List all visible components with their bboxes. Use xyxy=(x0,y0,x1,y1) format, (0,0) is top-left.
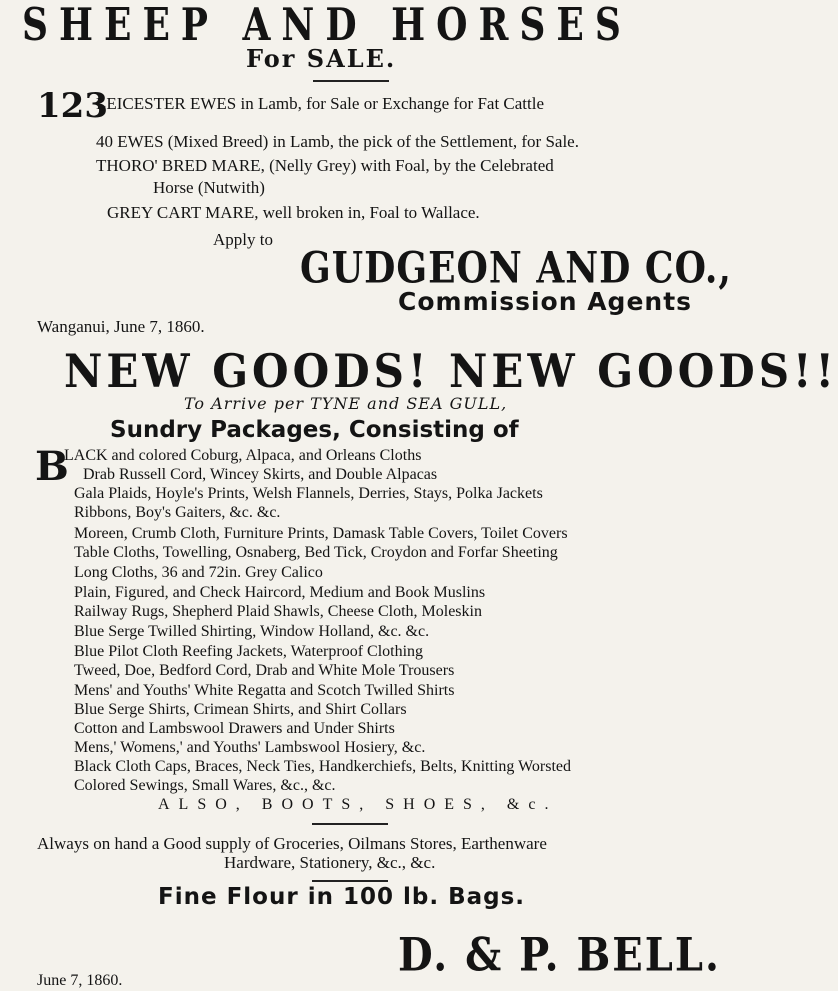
goods-line: Plain, Figured, and Check Haircord, Medium and Book Muslins xyxy=(74,584,486,601)
goods-line: Mens,' Womens,' and Youths' Lambswool Hosiery, &c. xyxy=(74,739,426,756)
ad2-drop-cap: B xyxy=(35,443,69,490)
goods-line: Mens' and Youths' White Regatta and Scotch Twilled Shirts xyxy=(74,682,455,699)
goods-line: Black Cloth Caps, Braces, Neck Ties, Handkerchiefs, Belts, Knitting Worsted xyxy=(74,758,572,775)
goods-line: LACK and colored Coburg, Alpaca, and Orleans Cloths xyxy=(64,447,422,464)
ad2-also: ALSO, BOOTS, SHOES, &c. xyxy=(158,796,558,813)
goods-line: Moreen, Crumb Cloth, Furniture Prints, Damask Table Covers, Toilet Covers xyxy=(74,525,568,542)
ad1-advertiser-role: Commission Agents xyxy=(398,287,693,316)
ad1-item-3-cont: Horse (Nutwith) xyxy=(153,178,265,197)
ad1-apply-to: Apply to xyxy=(213,230,273,249)
ad2-always-line-2: Hardware, Stationery, &c., &c. xyxy=(224,853,436,872)
ad2-rule-2 xyxy=(312,880,388,882)
ad2-arrival: To Arrive per TYNE and SEA GULL, xyxy=(184,394,508,413)
ad1-lot-number: 123 xyxy=(37,86,108,126)
ad1-item-2: 40 EWES (Mixed Breed) in Lamb, the pick of the Settlement, for Sale. xyxy=(96,132,579,151)
goods-line: Long Cloths, 36 and 72in. Grey Calico xyxy=(74,564,323,581)
ad2-rule-1 xyxy=(312,823,388,825)
ad2-advertiser: D. & P. BELL. xyxy=(398,928,721,983)
goods-line: Gala Plaids, Hoyle's Prints, Welsh Flannels, Derries, Stays, Polka Jackets xyxy=(74,485,543,502)
ad1-item-4: GREY CART MARE, well broken in, Foal to Wallace. xyxy=(107,203,480,222)
goods-line: Cotton and Lambswool Drawers and Under Shirts xyxy=(74,720,395,737)
ad1-rule xyxy=(313,80,389,82)
ad2-always-line-1: Always on hand a Good supply of Groceries, Oilmans Stores, Earthenware xyxy=(37,834,547,853)
goods-line: Blue Serge Twilled Shirting, Window Holland, &c. &c. xyxy=(74,623,430,640)
goods-line: Drab Russell Cord, Wincey Skirts, and Double Alpacas xyxy=(83,466,438,483)
ad1-subheading: For SALE. xyxy=(246,44,397,73)
ad2-subheading: Sundry Packages, Consisting of xyxy=(110,417,519,443)
goods-line: Blue Pilot Cloth Reefing Jackets, Waterproof Clothing xyxy=(74,643,424,660)
ad2-heading: NEW GOODS! NEW GOODS!! xyxy=(64,344,838,398)
goods-line: Colored Sewings, Small Wares, &c., &c. xyxy=(74,777,336,794)
ad1-advertiser: GUDGEON AND CO., xyxy=(300,243,732,294)
ad2-dateline: June 7, 1860. xyxy=(37,972,123,989)
goods-line: Table Cloths, Towelling, Osnaberg, Bed Tick, Croydon and Forfar Sheeting xyxy=(74,544,558,561)
goods-line: Railway Rugs, Shepherd Plaid Shawls, Cheese Cloth, Moleskin xyxy=(74,603,482,620)
goods-line: Tweed, Doe, Bedford Cord, Drab and White Mole Trousers xyxy=(74,662,455,679)
goods-line: Blue Serge Shirts, Crimean Shirts, and Shirt Collars xyxy=(74,701,407,718)
ad1-dateline: Wanganui, June 7, 1860. xyxy=(37,317,205,336)
ad1-item-1: LEICESTER EWES in Lamb, for Sale or Exchange for Fat Cattle xyxy=(96,94,545,113)
ad2-flour: Fine Flour in 100 lb. Bags. xyxy=(158,884,526,910)
goods-line: Ribbons, Boy's Gaiters, &c. &c. xyxy=(74,504,281,521)
ad1-item-3: THORO' BRED MARE, (Nelly Grey) with Foal, by the Celebrated xyxy=(96,156,554,175)
ad1-heading: SHEEP AND HORSES xyxy=(22,0,632,52)
